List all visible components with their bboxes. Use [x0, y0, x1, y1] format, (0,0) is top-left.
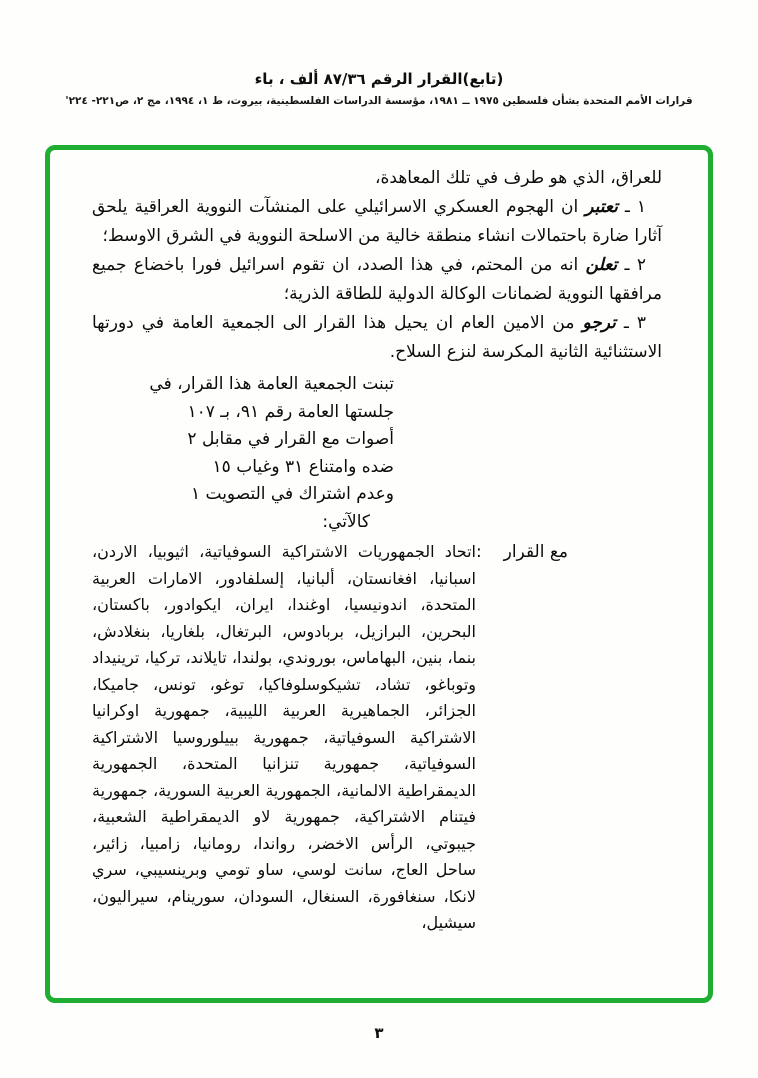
clause-1 — [92, 193, 662, 251]
clause-3 — [92, 309, 662, 367]
clause-1-text: ان الهجوم العسكري الاسرائيلي على المنشآت النووية العراقية يلحق آثارا ضارة باحتمالات انشاء منطقة خالية من الاسلحة النووية في الشرق الاوسط؛ — [92, 197, 662, 246]
clause-1-number: ١ ـ — [617, 197, 646, 217]
intro-line: للعراق، الذي هو طرف في تلك المعاهدة، — [375, 168, 662, 188]
clause-2-text: انه من المحتم، في هذا الصدد، ان تقوم اسرائيل فورا باخضاع جميع مرافقها النووية لضمانات الوكالة الدولية للطاقة الذرية؛ — [92, 255, 662, 304]
vote-list-label-colon: : — [476, 542, 482, 562]
countries-in-favor-list: اتحاد الجمهوريات الاشتراكية السوفياتية، اثيوبيا، الاردن، اسبانيا، افغانستان، ألبانيا، إلسلفادور، الامارات العربية المتحدة، اندونيسيا، اوغندا، ايران، ايكوادور، باكستان، البحرين، البرازيل، بربادوس، البرتغال، بلغاريا، بنغلادش، بنما، بنين، البهاماس، بوروندي، بولندا، تايلاند، تركيا، ترينيداد وتوباغو، تشاد، تشيكوسلوفاكيا، توغو، تونس، جاميكا، الجزائر، الجماهيرية العربية الليبية، جمهورية اوكرانيا الاشتراكية السوفياتية، جمهورية بييلوروسيا الاشتراكية السوفياتية، جمهورية تنزانيا المتحدة، الجمهورية الديمقراطية الالمانية، الجمهورية العربية السورية، جمهورية فيتنام الاشتراكية، جمهورية لاو الديمقراطية الشعبية، جيبوتي، الرأس الاخضر، رواندا، رومانيا، زامبيا، زائير، ساحل العاج، سانت لوسي، ساو تومي وبرينسيبي، سري لانكا، سنغافورة، السنغال، السودان، سورينام، سيراليون، سيشيل، — [92, 542, 476, 932]
source-citation-line: قرارات الأمم المتحدة بشأن فلسطين ١٩٧٥ ــ ١٩٨١، مؤسسة الدراسات الفلسطينية، بيروت، ط ١، ١٩٩٤، مج ٢، ص٢٢١- ٢٢٤' — [65, 95, 693, 107]
clause-3-text: من الامين العام ان يحيل هذا القرار الى الجمعية العامة في دورتها الاستثنائية الثانية المكرسة لنزع السلاح. — [92, 313, 662, 362]
vote-record-line: وعدم اشتراك في التصويت ١ — [190, 484, 394, 504]
vote-list-label — [476, 539, 568, 566]
vote-record-line-kalaati: كالآتي: — [322, 511, 370, 532]
vote-record-line: ضده وامتناع ٣١ وغياب ١٥ — [212, 456, 394, 477]
page-header — [0, 0, 758, 107]
vote-list-label-text: مع القرار — [503, 542, 568, 562]
vote-record-line: تبنت الجمعية العامة هذا القرار، في — [149, 374, 394, 394]
vote-record-line: جلستها العامة رقم ٩١، بـ ١٠٧ — [187, 401, 394, 422]
vote-record-line: أصوات مع القرار في مقابل ٢ — [187, 429, 394, 449]
clause-2-number: ٢ ـ — [617, 255, 647, 275]
vote-record-block — [96, 371, 394, 536]
clause-1-verb: تعتبر — [585, 197, 618, 217]
resolution-body — [92, 164, 662, 937]
page-number: ٣ — [374, 1024, 384, 1042]
clause-3-verb: ترجو — [582, 313, 616, 333]
green-border-frame — [45, 145, 713, 1003]
resolution-title: (تابع)القرار الرقم ٨٧/٣٦ ألف ، باء — [254, 70, 504, 88]
clause-2-verb: تعلن — [585, 255, 618, 275]
clause-2 — [92, 251, 662, 309]
vote-list-row — [92, 539, 568, 937]
clause-3-number: ٣ ـ — [615, 313, 646, 333]
